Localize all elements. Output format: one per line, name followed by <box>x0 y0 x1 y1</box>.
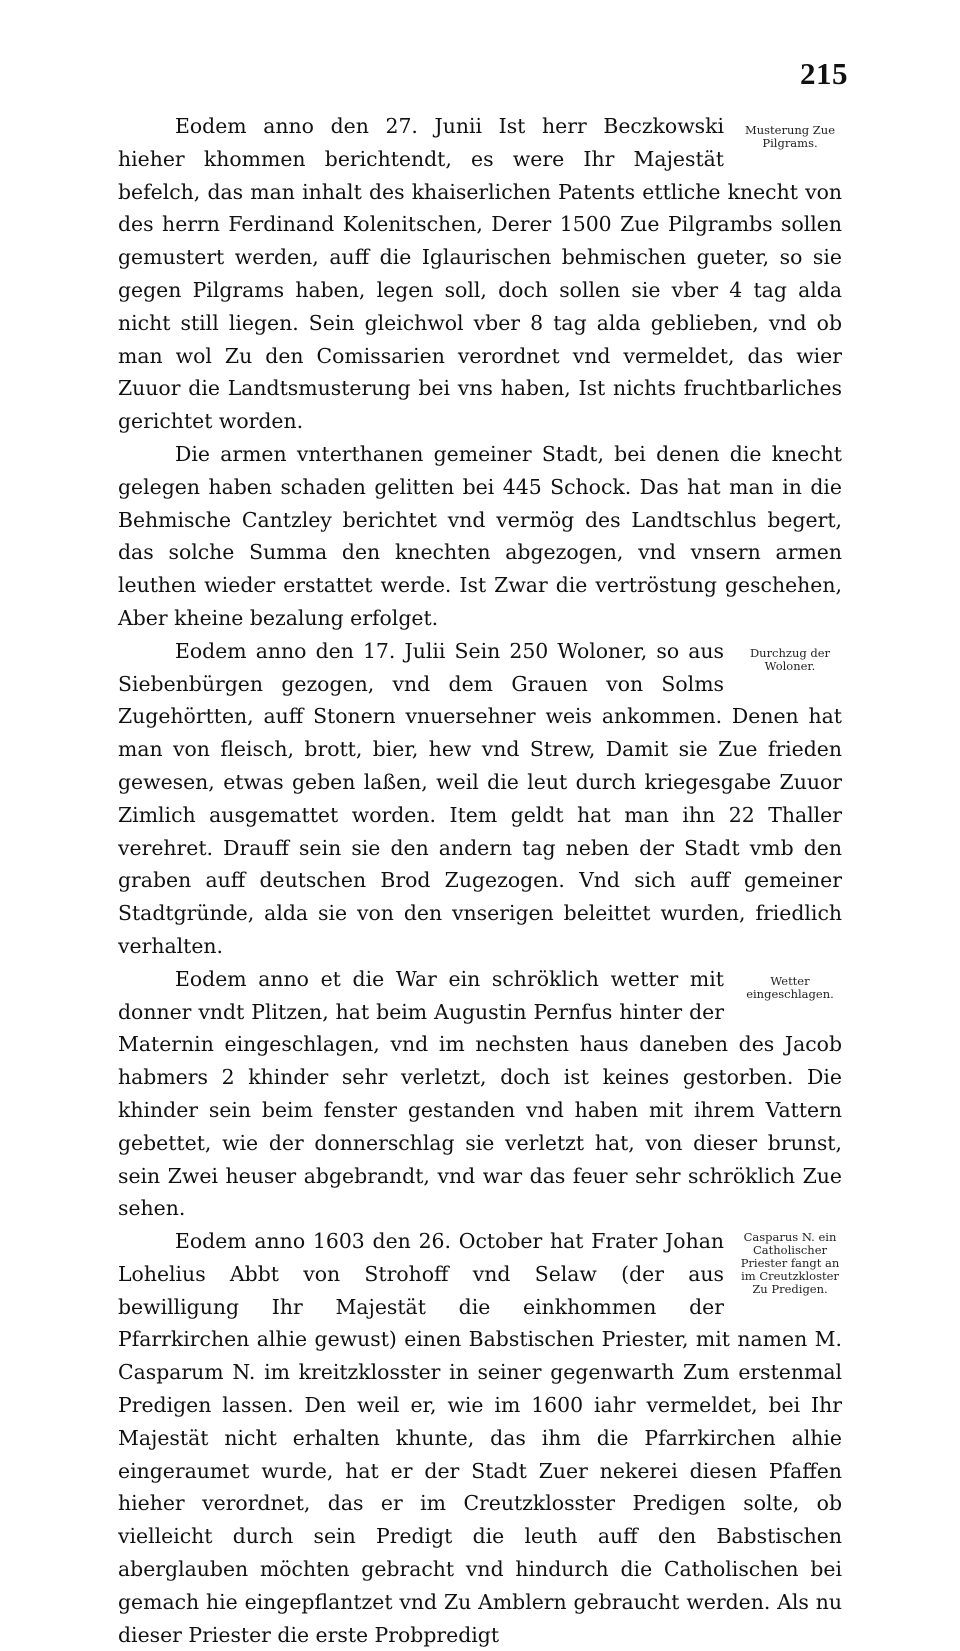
margin-note-weather: Wetter eingeschlagen. <box>746 973 834 1001</box>
margin-note-priest: Casparus N. ein Catholischer Priester fangt an im Creutzkloster Zu Predigen. <box>740 1230 840 1297</box>
paragraph-weather <box>118 963 842 1225</box>
paragraph-text-damages: Die armen vnterthanen gemeiner Stadt, bei denen die knecht gelegen haben schaden gelitten bei 445 Schock. Das hat man in die Behmische Cantzley berichtet vnd vermög des Landtschlus begert, das solche Summa den knechten abgezogen, vnd vnsern armen leuthen wieder erstattet werde. Ist Zwar die vertröstung geschehen, Aber kheine bezalung erfolget. <box>118 441 842 630</box>
paragraph-priest <box>118 1225 842 1651</box>
main-text <box>118 110 842 1651</box>
margin-note-muster: Musterung Zue Pilgrams. <box>744 123 836 150</box>
paragraph-damages <box>118 438 842 635</box>
paragraph-muster <box>118 110 842 438</box>
paragraph-woloner <box>118 635 842 963</box>
paragraph-text-priest: Eodem anno 1603 den 26. October hat Frater Johan Lohelius Abbt von Strohoff vnd Selaw (der aus bewilligung Ihr Majestät die einkhommen der Pfarrkirchen alhie gewust) einen Babstischen Priester, mit namen M. Casparum N. im kreitzklosster in seiner gegenwarth Zum erstenmal Predigen lassen. Den weil er, wie im 1600 iahr vermeldet, bei Ihr Majestät nicht erhalten khunte, das ihm die Pfarrkirchen alhie eingeraumet wurde, hat er der Stadt Zuer nekerei diesen Pfaffen hieher verordnet, das er im Creutzklosster Predigen solte, ob vielleicht durch sein Predigt die leuth auff den Babstischen aberglauben möchten gebracht vnd hindurch die Catholischen bei gemach hie eingepflantzet vnd Zu Amblern gebraucht werden. Als nu dieser Priester die erste Probpredigt <box>118 1229 842 1647</box>
paragraph-text-muster: Eodem anno den 27. Junii Ist herr Beczkowski hieher khommen berichtendt, es were Ihr Majestät befelch, das man inhalt des khaiserlichen Patents ettliche knecht von des herrn Ferdinand Kolenitschen, Derer 1500 Zue Pilgrambs sollen gemustert werden, auff die Iglaurischen behmischen gueter, so sie gegen Pilgrams haben, legen soll, doch sollen sie vber 4 tag alda nicht still liegen. Sein gleichwol vber 8 tag alda geblieben, vnd ob man wol Zu den Comissarien verordnet vnd vermeldet, das wier Zuuor die Landtsmusterung bei vns haben, Ist nichts fruchtbarliches gerichtet worden. <box>118 114 842 434</box>
margin-note-woloner: Durchzug der Woloner. <box>749 645 831 673</box>
paragraph-text-weather: Eodem anno et die War ein schröklich wetter mit donner vndt Plitzen, hat beim Augustin Pernfus hinter der Maternin eingeschlagen, vnd im nechsten haus daneben des Jacob habmers 2 khinder sehr verletzt, doch ist keines gestorben. Die khinder sein beim fenster gestanden vnd haben mit ihrem Vattern gebettet, wie der donnerschlag sie verletzt hat, von dieser brunst, sein Zwei heuser abgebrandt, vnd war das feuer sehr schröklich Zue sehen. <box>118 966 842 1221</box>
paragraph-text-woloner: Eodem anno den 17. Julii Sein 250 Woloner, so aus Siebenbürgen gezogen, vnd dem Grauen von Solms Zugehörtten, auff Stonern vnuersehner weis ankommen. Denen hat man von fleisch, brott, bier, hew vnd Strew, Damit sie Zue frieden gewesen, etwas geben laßen, weil die leut durch kriegesgabe Zuuor Zimlich ausgemattet worden. Item geldt hat man ihn 22 Thaller verehret. Drauff sein sie den andern tag neben der Stadt vmb den graben auff deutschen Brod Zugezogen. Vnd sich auff gemeiner Stadtgründe, alda sie von den vnserigen beleittet wurden, friedlich verhalten. <box>118 638 842 958</box>
page-number: 215 <box>800 56 848 91</box>
